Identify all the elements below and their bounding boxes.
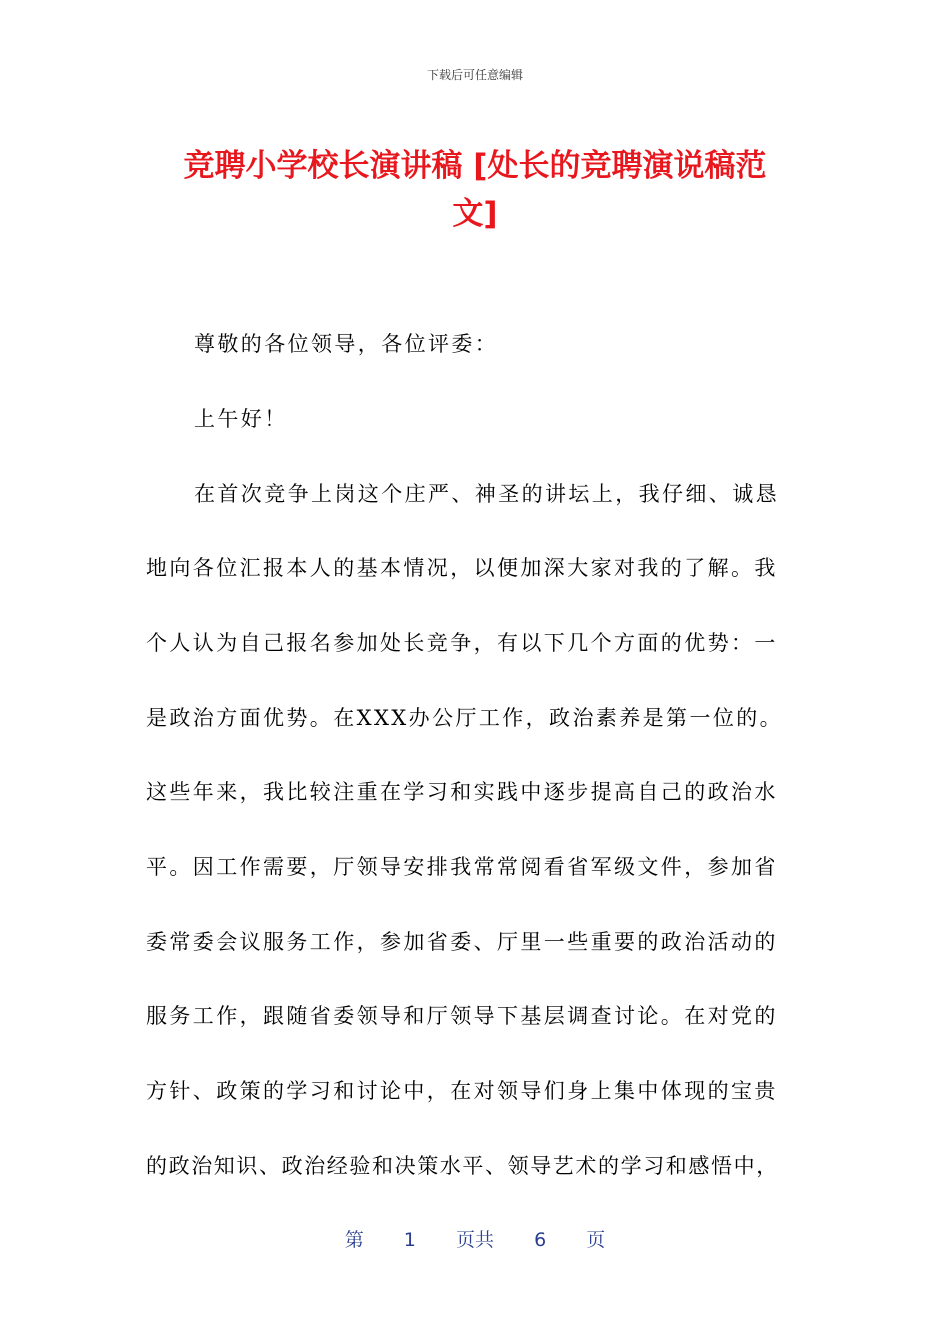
footer-total-pages: 6 [534, 1229, 547, 1251]
paragraph-line: 服务工作，跟随省委领导和厅领导下基层调查讨论。在对党的 [146, 1004, 778, 1028]
footer-mid: 页共 [455, 1229, 494, 1251]
paragraph-line: 方针、政策的学习和讨论中，在对领导们身上集中体现的宝贵 [146, 1079, 778, 1103]
footer-suffix: 页 [586, 1229, 606, 1251]
paragraph-line: 平。因工作需要，厅领导安排我常常阅看省军级文件，参加省 [146, 855, 778, 879]
paragraph-line: 这些年来，我比较注重在学习和实践中逐步提高自己的政治水 [146, 780, 778, 804]
document-title [150, 142, 800, 238]
salutation: 尊敬的各位领导，各位评委： [194, 332, 499, 356]
paragraph-line: 个人认为自己报名参加处长竞争，有以下几个方面的优势：一 [146, 631, 778, 655]
title-line-1: 竞聘小学校长演讲稿 [处长的竞聘演说稿范 [183, 148, 767, 184]
footer-prefix: 第 [344, 1229, 364, 1251]
footer-current-page: 1 [403, 1229, 416, 1251]
paragraph-line: 是政治方面优势。在XXX办公厅工作，政治素养是第一位的。 [146, 706, 784, 730]
page-footer [0, 1225, 950, 1252]
header-note: 下载后可任意编辑 [426, 68, 523, 82]
paragraph-line: 委常委会议服务工作，参加省委、厅里一些重要的政治活动的 [146, 930, 778, 954]
greeting: 上午好！ [194, 407, 288, 431]
title-line-2: 文] [452, 196, 498, 232]
paragraph-line: 地向各位汇报本人的基本情况，以便加深大家对我的了解。我 [146, 556, 778, 580]
paragraph-line: 的政治知识、政治经验和决策水平、领导艺术的学习和感悟中， [146, 1154, 779, 1178]
paragraph-line: 在首次竞争上岗这个庄严、神圣的讲坛上，我仔细、诚恳 [194, 482, 779, 506]
